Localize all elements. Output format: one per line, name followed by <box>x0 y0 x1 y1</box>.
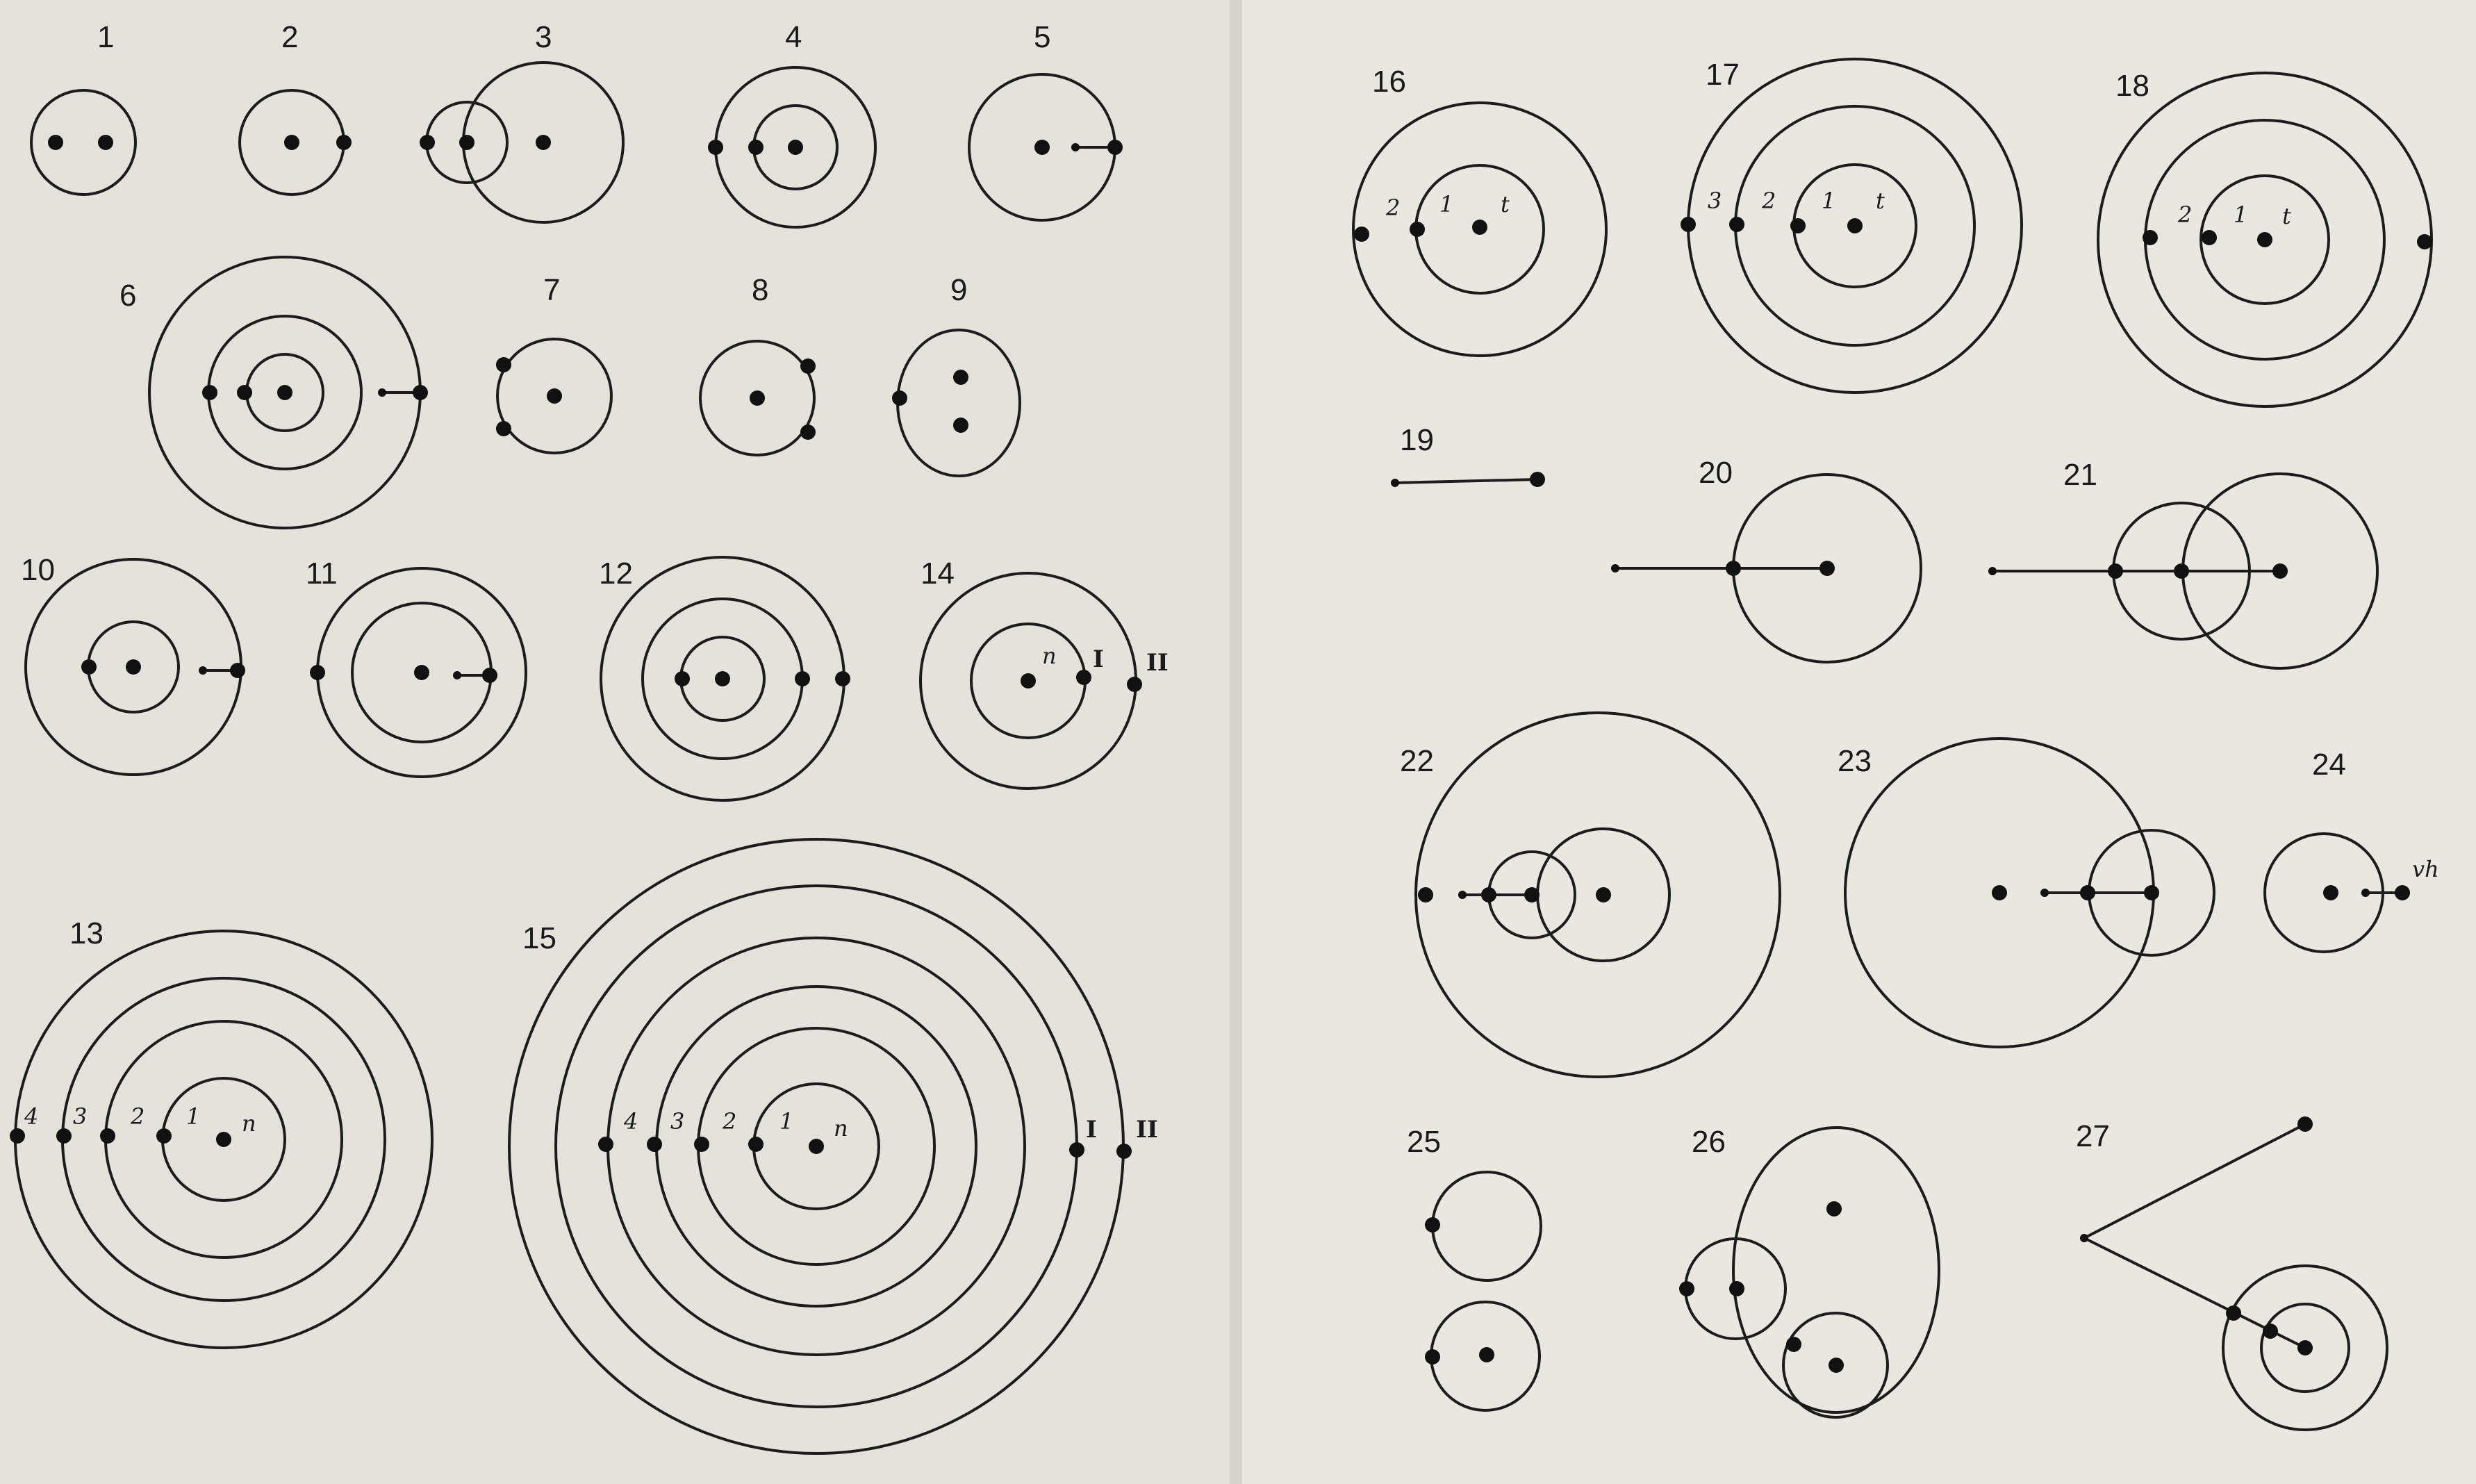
dot <box>277 385 292 400</box>
small-dot <box>1071 143 1080 151</box>
dot <box>1481 887 1496 902</box>
dot <box>1679 1281 1694 1296</box>
small-dot <box>453 671 461 679</box>
dot <box>1847 218 1863 233</box>
dot <box>675 671 690 686</box>
dot <box>892 390 907 406</box>
dot <box>1472 220 1487 235</box>
figure-number: 7 <box>543 273 561 307</box>
dot <box>788 140 803 155</box>
dot <box>1530 472 1545 487</box>
dot <box>1726 561 1741 576</box>
dot <box>98 135 113 150</box>
dot <box>310 665 325 680</box>
dot <box>1790 218 1806 233</box>
dot <box>953 418 968 433</box>
label-t: t <box>2282 203 2291 229</box>
label-1: 1 <box>779 1108 794 1135</box>
dot <box>202 385 217 400</box>
dot <box>1479 1347 1494 1362</box>
figure-number: 1 <box>97 20 115 54</box>
dot <box>126 659 141 675</box>
label-4: 4 <box>24 1103 39 1130</box>
label-1: 1 <box>1822 188 1836 214</box>
figure-number: 16 <box>1372 65 1406 99</box>
small-dot <box>1611 564 1619 572</box>
dot <box>835 671 850 686</box>
small-dot <box>1988 567 1997 575</box>
dot <box>953 370 968 385</box>
dot <box>2174 563 2189 579</box>
dot <box>1829 1358 1844 1373</box>
small-dot <box>1391 479 1399 487</box>
dot <box>715 671 730 686</box>
label-n: n <box>1042 643 1057 669</box>
dot <box>2226 1305 2241 1321</box>
label-2: 2 <box>723 1108 737 1135</box>
figure-number: 5 <box>1034 20 1051 54</box>
dot <box>800 424 816 440</box>
small-dot <box>378 388 386 397</box>
figure-number: 12 <box>599 556 633 591</box>
label-2: 2 <box>1386 195 1401 221</box>
dot <box>496 421 511 436</box>
label-2: 2 <box>2178 201 2193 228</box>
dot <box>647 1137 662 1152</box>
dot <box>2417 234 2432 249</box>
dot <box>2080 885 2095 900</box>
figure-number: 25 <box>1407 1125 1441 1159</box>
dot <box>1524 887 1540 902</box>
dot <box>216 1132 231 1147</box>
label-1: 1 <box>186 1103 201 1130</box>
dot <box>459 135 474 150</box>
dot <box>48 135 63 150</box>
page-gutter <box>1230 0 1242 1484</box>
dot <box>1826 1201 1842 1217</box>
figure-number: 24 <box>2312 748 2346 782</box>
dot <box>1034 140 1050 155</box>
figure-number: 14 <box>921 556 955 591</box>
dot <box>482 668 497 683</box>
figure-number: 13 <box>69 916 104 950</box>
dot <box>1127 677 1142 692</box>
dot <box>81 659 97 675</box>
dot <box>2297 1340 2313 1355</box>
small-dot <box>2361 889 2370 897</box>
label-II: II <box>1136 1116 1158 1144</box>
label-2: 2 <box>131 1103 145 1130</box>
dot <box>598 1137 613 1152</box>
label-I: I <box>1093 645 1104 673</box>
dot <box>2108 563 2123 579</box>
figure-number: 20 <box>1699 456 1733 490</box>
dot <box>1107 140 1123 155</box>
dot <box>336 135 352 150</box>
dot <box>748 1137 764 1152</box>
dot <box>10 1128 25 1144</box>
dot <box>1069 1142 1084 1157</box>
dot <box>2297 1116 2313 1132</box>
label-t: t <box>1501 191 1510 217</box>
dot <box>750 390 765 406</box>
label-1: 1 <box>1439 191 1454 217</box>
figure-number: 22 <box>1400 744 1434 778</box>
figure-number: 6 <box>119 279 137 313</box>
dot <box>1410 222 1425 237</box>
dot <box>809 1139 824 1154</box>
dot <box>1729 217 1744 232</box>
dot <box>2272 563 2288 579</box>
dot <box>1819 561 1835 576</box>
dot <box>156 1128 172 1144</box>
figure-number: 18 <box>2115 69 2149 103</box>
small-dot <box>1458 891 1467 899</box>
dot <box>1729 1281 1744 1296</box>
dot <box>414 665 429 680</box>
dot <box>1681 217 1696 232</box>
figure-number: 21 <box>2063 458 2097 492</box>
dot <box>420 135 435 150</box>
dot <box>1425 1217 1440 1232</box>
label-n: n <box>242 1110 256 1137</box>
dot <box>547 388 562 404</box>
figure-number: 23 <box>1838 744 1872 778</box>
dot <box>694 1137 709 1152</box>
figure-number: 27 <box>2076 1119 2110 1153</box>
dot <box>2395 885 2410 900</box>
figure-number: 17 <box>1706 58 1740 92</box>
label-II: II <box>1146 649 1169 677</box>
figure-number: 8 <box>752 273 769 307</box>
figure-number: 9 <box>950 273 968 307</box>
dot <box>237 385 252 400</box>
dot <box>100 1128 115 1144</box>
label-I: I <box>1086 1116 1097 1144</box>
label-vh: vh <box>2412 856 2439 882</box>
label-3: 3 <box>73 1103 88 1130</box>
dot <box>1418 887 1433 902</box>
figure-number: 3 <box>535 20 552 54</box>
dot <box>56 1128 72 1144</box>
dot <box>2143 230 2158 245</box>
figure-number: 4 <box>785 20 802 54</box>
label-3: 3 <box>1708 188 1722 214</box>
dot <box>1354 226 1369 242</box>
dot <box>2144 885 2159 900</box>
figure-number: 2 <box>281 20 299 54</box>
dot <box>1116 1144 1132 1159</box>
figure-number: 19 <box>1400 423 1434 457</box>
figure-number: 15 <box>522 921 556 955</box>
dot <box>1992 885 2007 900</box>
dot <box>800 358 816 374</box>
dot <box>536 135 551 150</box>
figure-number: 26 <box>1692 1125 1726 1159</box>
dot <box>1021 673 1036 689</box>
dot <box>1596 887 1611 902</box>
label-3: 3 <box>670 1108 685 1135</box>
label-t: t <box>1876 188 1885 214</box>
small-dot <box>199 666 207 675</box>
dot <box>496 357 511 372</box>
dot <box>2257 232 2272 247</box>
dot <box>2202 230 2217 245</box>
dot <box>1425 1349 1440 1365</box>
dot <box>795 671 810 686</box>
dot <box>708 140 723 155</box>
label-4: 4 <box>624 1108 638 1135</box>
dot <box>2323 885 2338 900</box>
dot <box>1076 670 1091 685</box>
label-2: 2 <box>1762 188 1776 214</box>
dot <box>284 135 299 150</box>
dot <box>748 140 764 155</box>
figure-number: 10 <box>21 553 55 587</box>
dot <box>413 385 428 400</box>
dot <box>230 663 245 678</box>
dot <box>1786 1337 1801 1352</box>
small-dot <box>2080 1234 2088 1242</box>
label-1: 1 <box>2234 201 2248 228</box>
small-dot <box>2040 889 2049 897</box>
label-n: n <box>834 1115 848 1141</box>
figure-number: 11 <box>306 556 338 591</box>
dot <box>2263 1324 2278 1339</box>
